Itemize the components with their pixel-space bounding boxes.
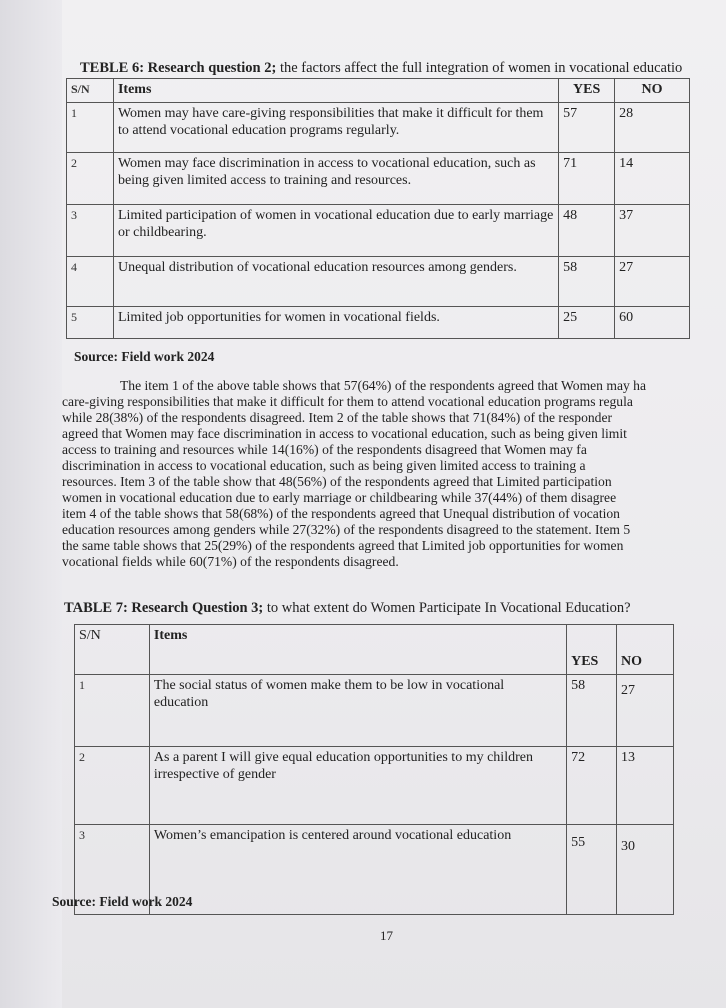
paragraph-line: while 28(38%) of the respondents disagreed. Item 2 of the table shows that 71(84%) of the responder xyxy=(62,410,613,425)
table7-header-items: Items xyxy=(149,625,566,675)
table7-row3-sn: 3 xyxy=(75,825,150,915)
paragraph-line: care-giving responsibilities that make it difficult for them to attend vocational education programs regula xyxy=(62,394,633,409)
table6-row5-no: 60 xyxy=(615,306,690,338)
table7-header-row xyxy=(75,625,674,675)
table6-row5-sn: 5 xyxy=(67,306,114,338)
paragraph-line: discrimination in access to vocational education, such as being given limited access to training a xyxy=(62,458,586,473)
table6-row2-no: 14 xyxy=(615,152,690,204)
table6 xyxy=(66,78,690,339)
paragraph-line: agreed that Women may face discrimination in access to vocational education, such as being given limit xyxy=(62,426,627,441)
table6-row1-yes: 57 xyxy=(559,102,615,152)
table7-row1-item: The social status of women make them to be low in vocational education xyxy=(149,675,566,747)
table7-header-no: NO xyxy=(617,625,674,675)
table6-row2-sn: 2 xyxy=(67,152,114,204)
table6-row1-no: 28 xyxy=(615,102,690,152)
paragraph-line: women in vocational education due to early marriage or childbearing while 37(44%) of them disagree xyxy=(62,490,617,505)
paragraph-line: vocational fields while 60(71%) of the respondents disagreed. xyxy=(62,554,399,569)
table6-row5-yes: 25 xyxy=(559,306,615,338)
table6-row3-no: 37 xyxy=(615,204,690,256)
table7-row2-yes: 72 xyxy=(567,747,617,825)
table7-row2-item: As a parent I will give equal education opportunities to my children irrespective of gender xyxy=(149,747,566,825)
table-row xyxy=(67,152,690,204)
table6-header-no: NO xyxy=(615,79,690,103)
table6-row3-yes: 48 xyxy=(559,204,615,256)
paragraph-line: The item 1 of the above table shows that 57(64%) of the respondents agreed that Women may ha xyxy=(120,378,647,393)
paragraph-line: the same table shows that 25(29%) of the respondents agreed that Limited job opportunities for women xyxy=(62,538,624,553)
table7-row1-yes: 58 xyxy=(567,675,617,747)
table6-row4-sn: 4 xyxy=(67,256,114,306)
table7-caption xyxy=(64,600,631,617)
table6-row3-sn: 3 xyxy=(67,204,114,256)
table7-row1-no: 27 xyxy=(617,675,674,747)
table7 xyxy=(74,624,674,915)
table6-caption-rest: the factors affect the full integration of women in vocational educatio xyxy=(276,60,683,76)
table-row xyxy=(67,306,690,338)
table-row xyxy=(75,675,674,747)
table7-row3-yes: 55 xyxy=(567,825,617,915)
paragraph-line: item 4 of the table shows that 58(68%) of the respondents agreed that Unequal distribution of vocation xyxy=(62,506,620,521)
table-row xyxy=(67,256,690,306)
table6-row1-item: Women may have care-giving responsibilities that make it difficult for them to attend vocational education programs regularly. xyxy=(113,102,558,152)
table7-header-sn: S/N xyxy=(75,625,150,675)
page-binding-shadow xyxy=(0,0,62,1008)
table-row xyxy=(67,204,690,256)
table6-row4-item: Unequal distribution of vocational education resources among genders. xyxy=(113,256,558,306)
table6-header-sn: S/N xyxy=(67,79,114,103)
table7-caption-rest: to what extent do Women Participate In Vocational Education? xyxy=(263,600,631,616)
table6-header-row xyxy=(67,79,690,103)
paragraph-line: education resources among genders while 27(32%) of the respondents disagreed to the statement. Item 5 xyxy=(62,522,631,537)
table6-row4-no: 27 xyxy=(615,256,690,306)
table-row xyxy=(75,747,674,825)
table7-row2-no: 13 xyxy=(617,747,674,825)
table7-row3-no: 30 xyxy=(617,825,674,915)
table6-header-items: Items xyxy=(113,79,558,103)
table6-caption-bold: TEBLE 6: Research question 2; xyxy=(80,60,277,76)
table6-row5-item: Limited job opportunities for women in vocational fields. xyxy=(113,306,558,338)
table7-source: Source: Field work 2024 xyxy=(52,894,193,909)
paragraph-line: resources. Item 3 of the table show that 48(56%) of the respondents agreed that Limited participation xyxy=(62,474,612,489)
table7-row1-sn: 1 xyxy=(75,675,150,747)
table7-caption-bold: TABLE 7: Research Question 3; xyxy=(64,600,264,616)
page-number: 17 xyxy=(380,928,393,943)
paragraph-line: access to training and resources while 14(16%) of the respondents disagreed that Women may fa xyxy=(62,442,587,457)
table6-row2-yes: 71 xyxy=(559,152,615,204)
table6-row4-yes: 58 xyxy=(559,256,615,306)
table6-header-yes: YES xyxy=(559,79,615,103)
table7-header-yes: YES xyxy=(567,625,617,675)
table6-row3-item: Limited participation of women in vocational education due to early marriage or childbearing. xyxy=(113,204,558,256)
analysis-paragraph xyxy=(62,378,726,570)
table7-row3-item: Women’s emancipation is centered around vocational education xyxy=(149,825,566,915)
table-row xyxy=(67,102,690,152)
table6-row1-sn: 1 xyxy=(67,102,114,152)
table6-source: Source: Field work 2024 xyxy=(74,349,215,364)
table6-row2-item: Women may face discrimination in access to vocational education, such as being given limited access to training and resources. xyxy=(113,152,558,204)
table7-row2-sn: 2 xyxy=(75,747,150,825)
table6-caption xyxy=(80,60,682,77)
